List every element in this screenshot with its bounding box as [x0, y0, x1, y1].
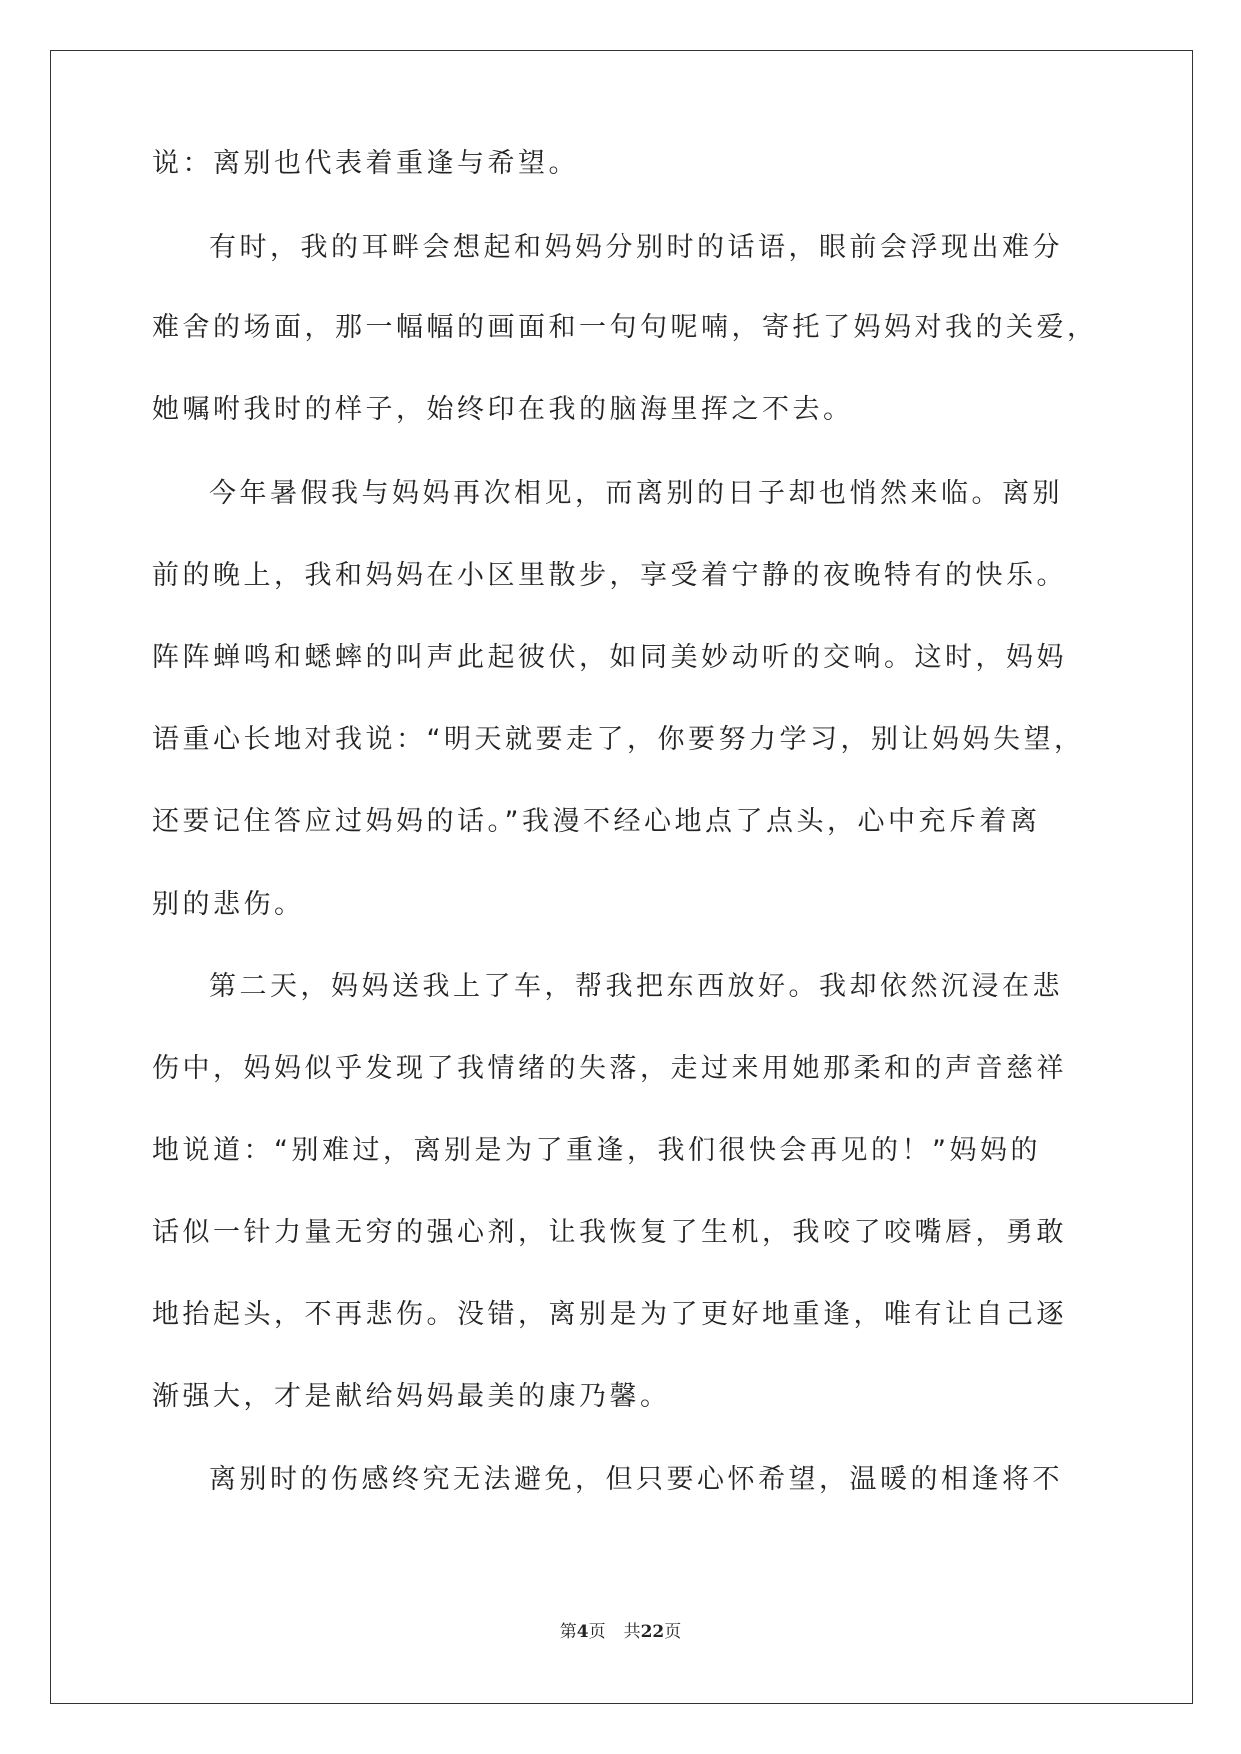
- text-line: 还要记住答应过妈妈的话。”我漫不经心地点了点头，心中充斥着离: [152, 806, 1041, 837]
- page-suffix: 页: [588, 1622, 606, 1642]
- total-prefix: 共: [623, 1622, 641, 1642]
- page-border: [50, 50, 1193, 1704]
- total-suffix: 页: [664, 1622, 682, 1642]
- total-pages: 22: [640, 1622, 665, 1642]
- paragraph-start-line: 今年暑假我与妈妈再次相见，而离别的日子却也悄然来临。离别: [209, 478, 1063, 509]
- text-line: 难舍的场面，那一幅幅的画面和一句句呢喃，寄托了妈妈对我的关爱，: [152, 312, 1098, 343]
- text-line: 阵阵蝉鸣和蟋蟀的叫声此起彼伏，如同美妙动听的交响。这时，妈妈: [152, 642, 1067, 673]
- page-prefix: 第: [559, 1622, 577, 1642]
- page-footer: [0, 1617, 1241, 1642]
- text-line: 话似一针力量无穷的强心剂，让我恢复了生机，我咬了咬嘴唇，勇敢: [152, 1217, 1067, 1248]
- text-line: 她嘱咐我时的样子，始终印在我的脑海里挥之不去。: [152, 394, 854, 425]
- text-line: 说：离别也代表着重逢与希望。: [152, 148, 579, 179]
- text-line: 伤中，妈妈似乎发现了我情绪的失落，走过来用她那柔和的声音慈祥: [152, 1053, 1067, 1084]
- page-number: 4: [576, 1622, 589, 1642]
- text-line: 语重心长地对我说：“明天就要走了，你要努力学习，别让妈妈失望，: [152, 724, 1085, 755]
- text-line: 渐强大，才是献给妈妈最美的康乃馨。: [152, 1381, 671, 1412]
- paragraph-start-line: 有时，我的耳畔会想起和妈妈分别时的话语，眼前会浮现出难分: [209, 232, 1063, 263]
- paragraph-start-line: 第二天，妈妈送我上了车，帮我把东西放好。我却依然沉浸在悲: [209, 971, 1063, 1002]
- text-line: 别的悲伤。: [152, 889, 305, 920]
- text-line: 地说道：“别难过，离别是为了重逢，我们很快会再见的！”妈妈的: [152, 1135, 1041, 1166]
- text-line: 地抬起头，不再悲伤。没错，离别是为了更好地重逢，唯有让自己逐: [152, 1299, 1067, 1330]
- paragraph-start-line: 离别时的伤感终究无法避免，但只要心怀希望，温暖的相逢将不: [209, 1464, 1063, 1495]
- text-line: 前的晚上，我和妈妈在小区里散步，享受着宁静的夜晚特有的快乐。: [152, 560, 1067, 591]
